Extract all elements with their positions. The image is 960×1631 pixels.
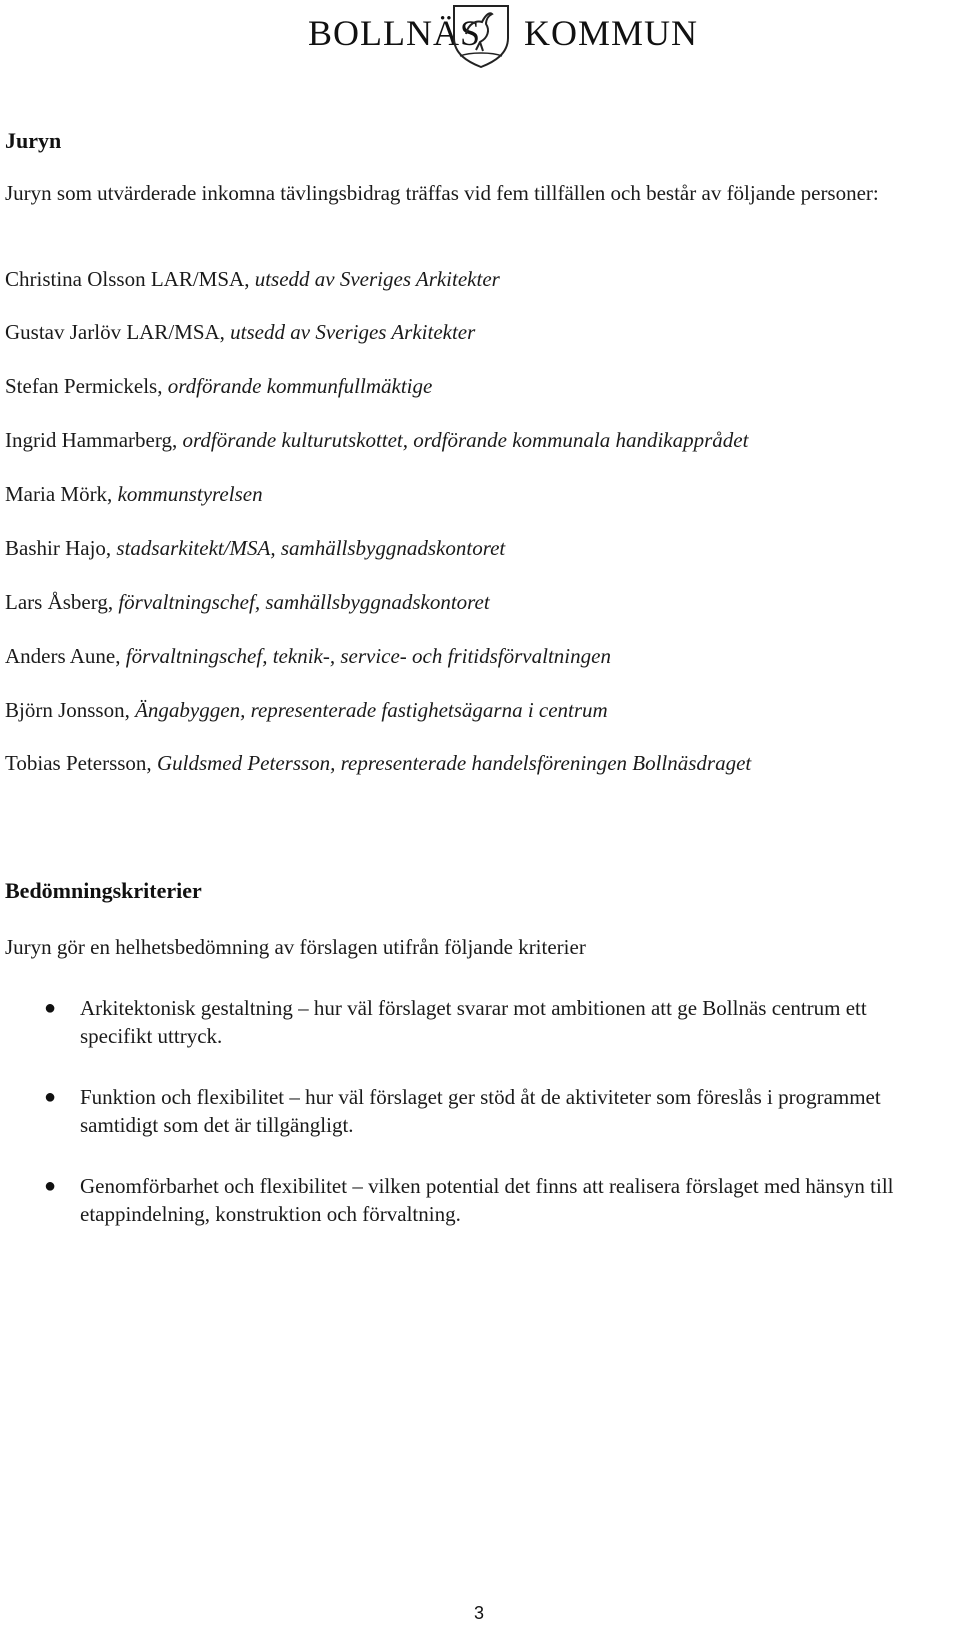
jury-member: Gustav Jarlöv LAR/MSA, utsedd av Sveriges Arkitekter bbox=[5, 320, 476, 344]
jury-member: Stefan Permickels, ordförande kommunfullmäktige bbox=[5, 374, 433, 398]
criteria-item-text: Arkitektonisk gestaltning – hur väl förslaget svarar mot ambitionen att ge Bollnäs centrum ett specifikt uttryck. bbox=[80, 996, 867, 1048]
criteria-heading: Bedömningskriterier bbox=[5, 878, 202, 903]
bullet-icon: ● bbox=[44, 1175, 57, 1197]
criteria-intro: Juryn gör en helhetsbedömning av förslagen utifrån följande kriterier bbox=[5, 935, 586, 959]
criteria-item-text: Funktion och flexibilitet – hur väl förslaget ger stöd åt de aktiviteter som föreslås i programmet samtidigt som det är tillgängligt. bbox=[80, 1085, 881, 1137]
logo-text-left: BOLLNÄS bbox=[308, 13, 482, 53]
jury-heading: Juryn bbox=[5, 128, 62, 153]
jury-member: Lars Åsberg, förvaltningschef, samhällsbyggnadskontoret bbox=[5, 590, 490, 614]
bullet-icon: ● bbox=[44, 997, 57, 1019]
criteria-item-text: Genomförbarhet och flexibilitet – vilken potential det finns att realisera förslaget med hänsyn till etappindelning, konstruktion och förvaltning. bbox=[80, 1174, 894, 1226]
jury-member: Maria Mörk, kommunstyrelsen bbox=[5, 482, 263, 506]
municipality-logo bbox=[308, 4, 699, 68]
logo-text-right: KOMMUN bbox=[524, 13, 699, 53]
bullet-icon: ● bbox=[44, 1086, 57, 1108]
crane-crest-icon bbox=[450, 4, 512, 68]
jury-intro: Juryn som utvärderade inkomna tävlingsbidrag träffas vid fem tillfällen och består av följande personer: bbox=[5, 181, 879, 205]
jury-member: Tobias Petersson, Guldsmed Petersson, representerade handelsföreningen Bollnäsdraget bbox=[5, 751, 752, 775]
jury-member: Ingrid Hammarberg, ordförande kulturutskottet, ordförande kommunala handikapprådet bbox=[5, 428, 749, 452]
jury-member: Christina Olsson LAR/MSA, utsedd av Sveriges Arkitekter bbox=[5, 267, 500, 291]
page-number: 3 bbox=[474, 1603, 485, 1623]
jury-member: Bashir Hajo, stadsarkitekt/MSA, samhällsbyggnadskontoret bbox=[5, 536, 506, 560]
jury-member: Anders Aune, förvaltningschef, teknik-, service- och fritidsförvaltningen bbox=[5, 644, 611, 668]
jury-member: Björn Jonsson, Ängabyggen, representerade fastighetsägarna i centrum bbox=[5, 698, 608, 722]
